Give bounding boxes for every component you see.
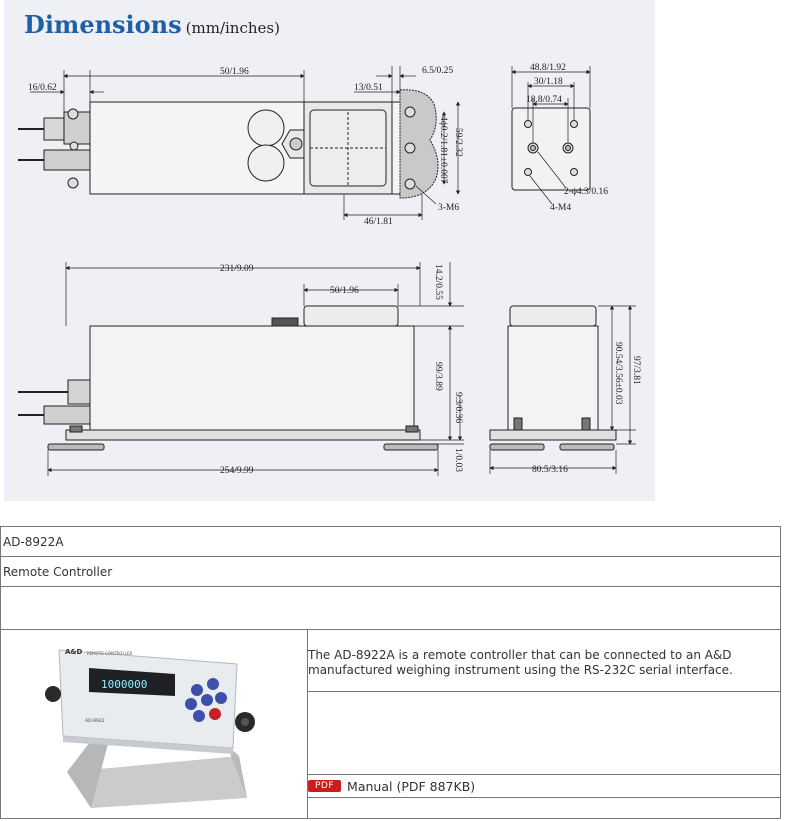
dim-90-54: 90.54/3.56±0.03 bbox=[613, 342, 623, 405]
dim-top-50: 50/1.96 bbox=[220, 67, 249, 77]
dim-80-5: 80.5/3.16 bbox=[532, 465, 568, 475]
dim-diameter: 4ϕ0.2/1.81±0.007 bbox=[438, 116, 448, 184]
panel-title: REMOTE CONTROLLER bbox=[87, 651, 133, 656]
dim-48-8: 48.8/1.92 bbox=[530, 63, 566, 73]
dim-3m6: 3-M6 bbox=[438, 203, 460, 213]
dim-13: 13/0.51 bbox=[354, 83, 383, 93]
product-name: Remote Controller bbox=[1, 557, 781, 587]
product-model: AD-8922A bbox=[1, 527, 781, 557]
dim-side-50: 50/1.96 bbox=[330, 286, 359, 296]
dim-18-8: 18.8/0.74 bbox=[526, 95, 562, 105]
side-view bbox=[18, 262, 464, 476]
top-view bbox=[18, 66, 458, 220]
manual-link[interactable]: Manual (PDF 887KB) bbox=[347, 778, 476, 794]
product-description-cell bbox=[308, 630, 781, 819]
product-image-cell bbox=[1, 630, 308, 819]
dim-231: 231/9.09 bbox=[220, 264, 254, 274]
dim-59: 59/2.32 bbox=[453, 128, 463, 157]
technical-drawing-svg bbox=[4, 0, 655, 501]
display-value: 1000000 bbox=[101, 678, 148, 691]
dim-97: 97/3.81 bbox=[631, 356, 641, 385]
dim-16: 16/0.62 bbox=[28, 83, 57, 93]
dim-1: 1/0.03 bbox=[453, 448, 463, 473]
model-label: AD-8922 bbox=[85, 719, 105, 724]
remote-controller-image bbox=[1, 630, 307, 815]
dim-14-2: 14.2/0.55 bbox=[433, 264, 443, 300]
dimensions-unit: (mm/inches) bbox=[185, 19, 280, 37]
dimensions-title: Dimensions bbox=[24, 10, 182, 39]
spacer-row bbox=[1, 587, 781, 630]
product-description: The AD-8922A is a remote controller that can be connected to an A&D manufactured weighing instrument using the RS-232C serial interface. bbox=[308, 630, 780, 692]
manual-row bbox=[308, 775, 780, 798]
brand-logo: A&D bbox=[65, 648, 83, 656]
pdf-icon: PDF bbox=[308, 780, 341, 792]
description-spacer bbox=[308, 692, 780, 775]
description-end bbox=[308, 798, 780, 817]
dim-254: 254/9.99 bbox=[220, 466, 254, 476]
dim-2phi: 2-ϕ4.3/0.16 bbox=[564, 187, 609, 197]
dim-4m4: 4-M4 bbox=[550, 203, 572, 213]
dimension-drawing bbox=[4, 0, 655, 501]
dim-9-3: 9.3/0.36 bbox=[453, 392, 463, 424]
dim-99: 99/3.89 bbox=[433, 362, 443, 391]
dim-30: 30/1.18 bbox=[534, 77, 563, 87]
product-table bbox=[0, 526, 781, 819]
dim-6-5: 6.5/0.25 bbox=[422, 66, 454, 76]
dim-46: 46/1.81 bbox=[364, 217, 393, 227]
